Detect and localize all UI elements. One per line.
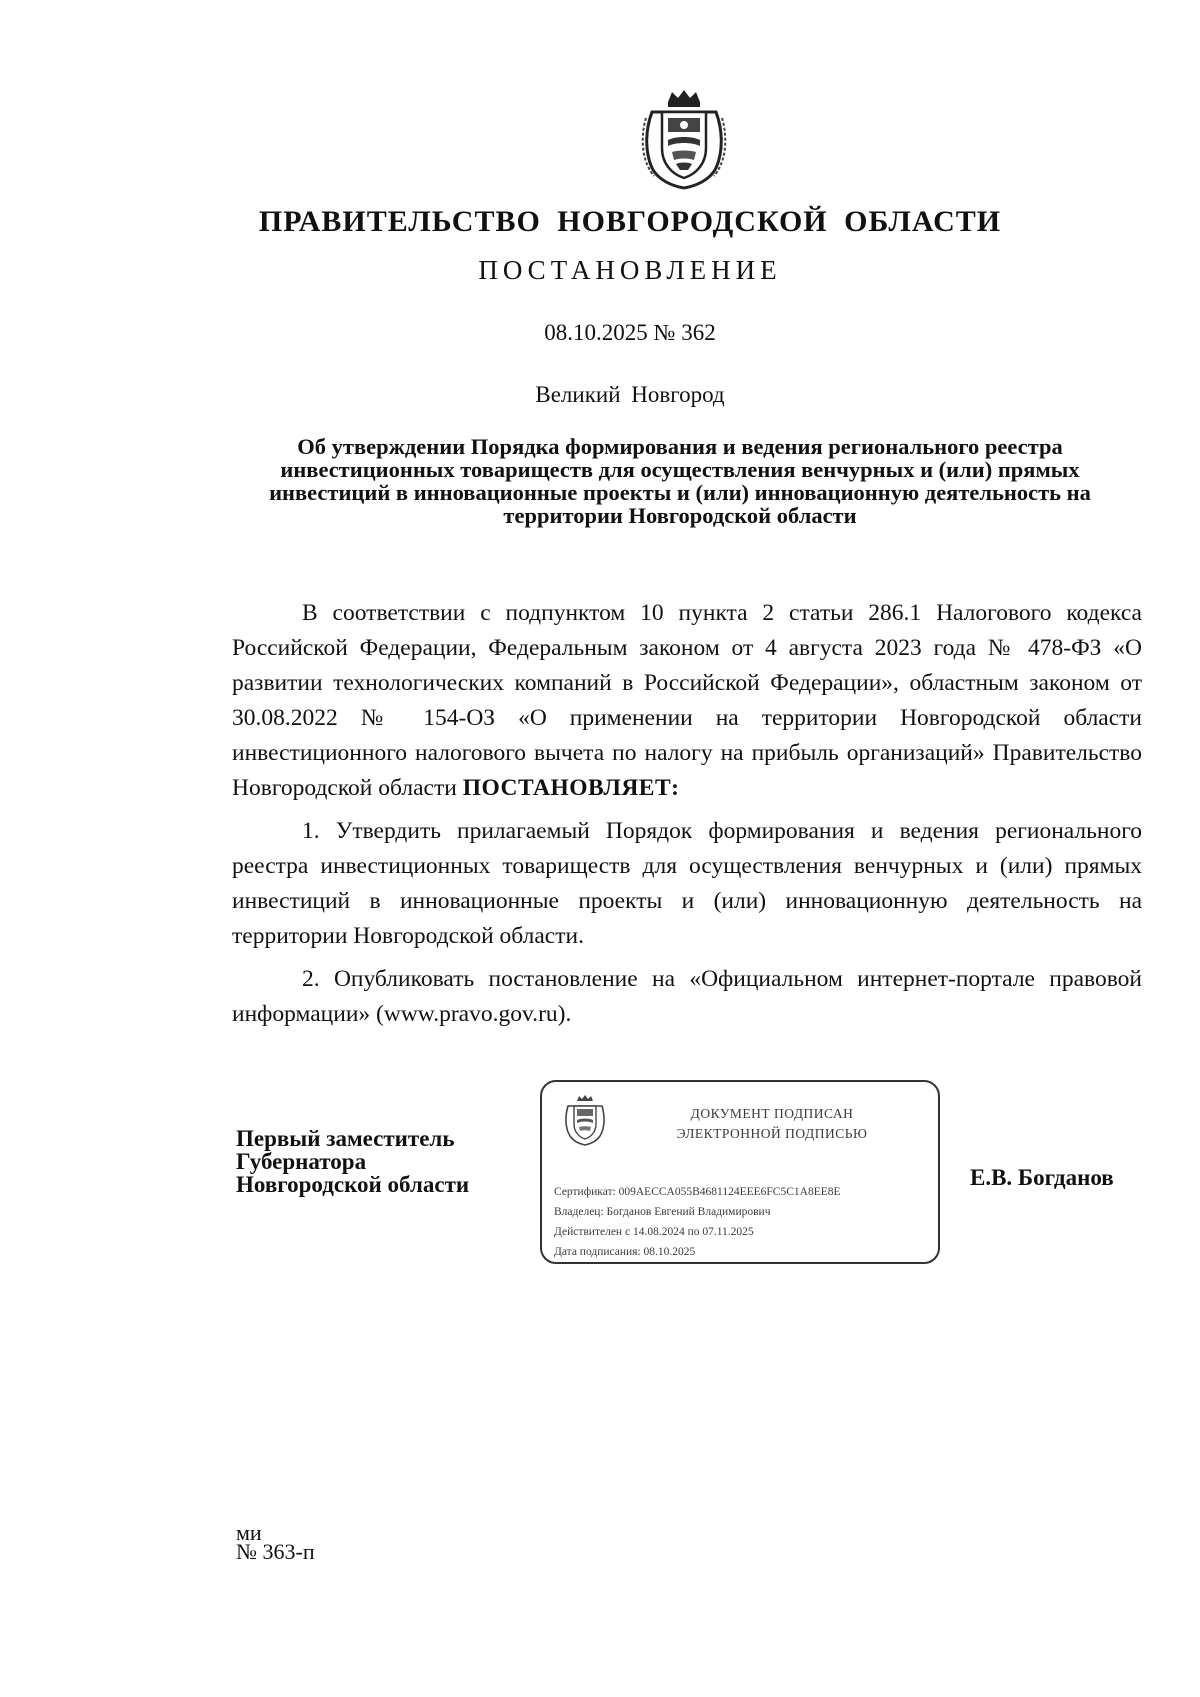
signer-name: Е.В. Богданов [970,1165,1114,1190]
document-place: Великий Новгород [535,382,725,407]
novgorod-coat-of-arms-icon [638,88,730,190]
signer-position-line-2: Губернатора [236,1149,367,1174]
stamp-validity: Действителен с 14.08.2024 по 07.11.2025 [554,1226,754,1238]
signer-position-line-1: Первый заместитель [236,1126,455,1151]
document-subject: Об утверждении Порядка формирования и ведения регионального реестра инвестиционных товариществ для осуществления венчурных и (или) прямых инвестиций в инновационные проекты и (или) инновационную деятельность на территории Новгородской области [269,434,1091,528]
stamp-heading-line-1: ДОКУМЕНТ ПОДПИСАН [690,1106,854,1121]
preamble-text: В соответствии с подпунктом 10 пункта 2 статьи 286.1 Налогового кодекса Российской Федерации, Федеральным законом от 4 августа 2023 года № 478-ФЗ «О развитии технологических компаний в Российской Федерации», областным законом от 30.08.2022 № 154-ОЗ «О применении на территории Новгородской области инвестиционного налогового вычета по налогу на прибыль организаций» Правительство Новгородской области [232,600,1142,801]
novgorod-coat-of-arms-icon [562,1094,608,1146]
document-date-number: 08.10.2025 № 362 [544,320,716,345]
document-type: ПОСТАНОВЛЕНИЕ [478,255,782,285]
signer-position-line-3: Новгородской области [236,1172,470,1197]
footnote-line-1: ми [236,1520,262,1545]
stamp-signing-date: Дата подписания: 08.10.2025 [554,1246,696,1258]
organization-title: ПРАВИТЕЛЬСТВО НОВГОРОДСКОЙ ОБЛАСТИ [258,205,1002,238]
stamp-details [554,1182,934,1262]
decree-word: ПОСТАНОВЛЯЕТ: [462,775,680,801]
stamp-certificate: Сертификат: 009AECCA055B4681124EEE6FC5C1A8EE8E [554,1186,841,1198]
footnote-line-2: № 363-п [236,1539,315,1564]
stamp-owner: Владелец: Богданов Евгений Владимирович [554,1206,771,1218]
stamp-heading [622,1104,922,1144]
item-2-paragraph: 2. Опубликовать постановление на «Официальном интернет-портале правовой информации» (www.pravo.gov.ru). [232,966,1142,1027]
stamp-heading-line-2: ЭЛЕКТРОННОЙ ПОДПИСЬЮ [676,1126,868,1141]
document-body [232,596,1142,1032]
item-1-paragraph: 1. Утвердить прилагаемый Порядок формирования и ведения регионального реестра инвестиционных товариществ для осуществления венчурных и (или) прямых инвестиций в инновационные проекты и (или) инновационную деятельность на территории Новгородской области. [232,818,1142,949]
document-footnote [236,1520,315,1564]
signer-position [236,1127,526,1196]
electronic-signature-stamp [540,1080,940,1264]
preamble-paragraph [232,596,1142,806]
